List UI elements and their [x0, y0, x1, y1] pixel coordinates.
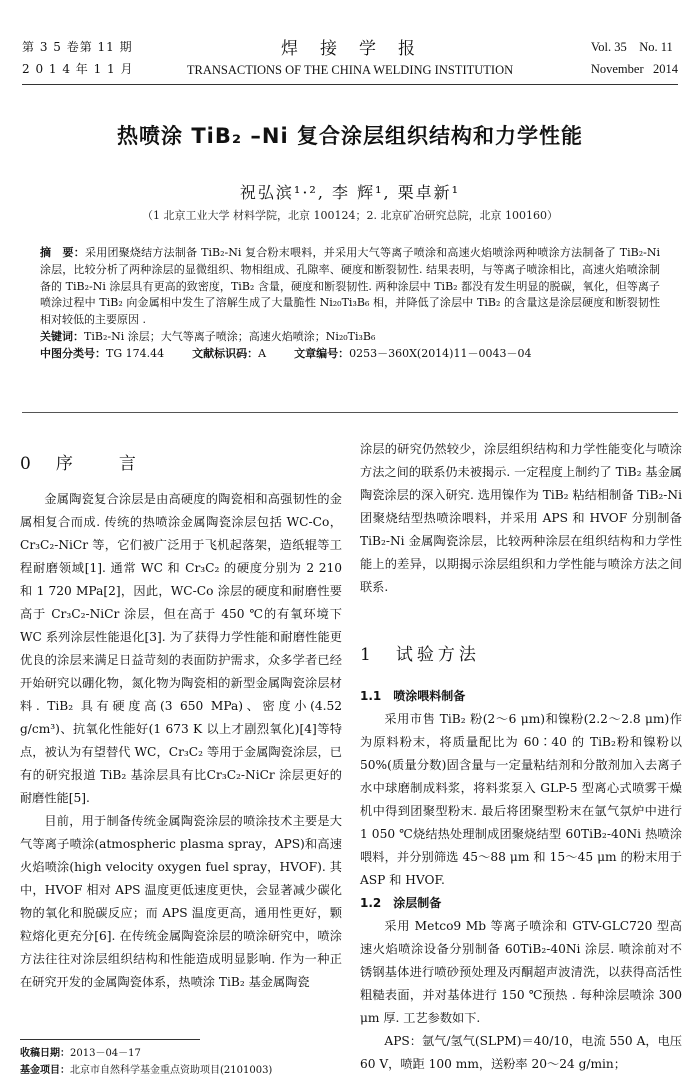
clc-number: TG 174.44: [106, 346, 165, 360]
subsection-1-2-heading: 1.2 涂层制备: [360, 896, 442, 910]
left-column: [20, 488, 342, 994]
affiliation: （1 北京工业大学 材料学院，北京 100124；2. 北京矿冶研究总院，北京 100160）: [142, 209, 558, 222]
keywords: [40, 329, 660, 346]
paper-title: 热喷涂 TiB₂ –Ni 复合涂层组织结构和力学性能: [117, 124, 583, 148]
classification-line: [40, 346, 660, 363]
intro-paragraph-1: 金属陶瓷复合涂层是由高硬度的陶瓷相和高强韧性的金属相复合而成. 传统的热喷涂金属陶瓷涂层包括 WC-Co，Cr₃C₂-NiCr 等，它们被广泛用于飞机起落架，造纸辊等工程耐磨领域[1]. 通常 WC 和 Cr₃C₂ 的硬度分别为 2 210 和 1 720 MPa[2]，因此，WC-Co 涂层的硬度和耐磨性要高于 Cr₃C₂-NiCr 涂层，但在高于 450 ℃的有氧环境下 WC 系列涂层性能退化[3]. 为了获得力学性能和耐磨性能更优良的涂层来满足日益苛刻的表面防护需求，众多学者已经开始研究以硼化物，氮化物为陶瓷相的新型金属陶瓷涂层材料. TiB₂ 具有硬度高(3 650 MPa)、密度小(4.52 g/cm³)、抗氧化性能好(1 673 K 以上才剧烈氧化)[4]等特点，被认为有望替代 WC，Cr₃C₂ 等用于金属陶瓷涂层，已有的研究报道 TiB₂ 基涂层具有比Cr₃C₂-NiCr 涂层更好的耐磨性能[5].: [20, 492, 342, 805]
footnote-divider: [20, 1039, 200, 1040]
date-en: November 2014: [590, 62, 678, 76]
subsection-1-1-heading: 1.1 喷涂喂料制备: [360, 689, 466, 703]
abstract: [40, 245, 660, 329]
doc-code-label: 文献标识码：: [192, 346, 259, 360]
subsection-1-1-text: 采用市售 TiB₂ 粉(2～6 μm)和镍粉(2.2～2.8 μm)作为原料粉末，将质量配比为 60∶40 的 TiB₂粉和镍粉以 50%(质量分数)固含量与一定量粘结剂和分散剂加入去离子水中球磨制成料浆，将料浆泵入 GLP-5 型离心式喷雾干燥机中得到团聚型粉末. 最后将团聚型粉末在氩气氛炉中进行 1 050 ℃烧结热处理制成团聚烧结型 60TiB₂-40Ni 热喷涂喂料，并分别筛选 45～88 μm 和 15～45 μm 的粉末用于 ASP 和 HVOF.: [360, 712, 682, 887]
date-cn: 2 0 1 4 年 1 1 月: [22, 62, 134, 76]
received-label: 收稿日期：: [20, 1048, 70, 1059]
abstract-label: 摘 要：: [40, 246, 85, 259]
clc-label: 中图分类号：: [40, 346, 106, 360]
received-date: 2013－04－17: [70, 1048, 141, 1059]
fund-label: 基金项目：: [20, 1065, 70, 1076]
right-column: [360, 438, 682, 599]
subsection-1-2-text: 采用 Metco9 Mb 等离子喷涂和 GTV-GLC720 型高速火焰喷涂设备分别制备 60TiB₂-40Ni 涂层. 喷涂前对不锈钢基体进行喷砂预处理及丙酮超声波清洗，以获得高活性粗糙表面，并对基体进行 150 ℃预热 . 每种涂层喷涂 300 μm 厚. 工艺参数如下.: [360, 919, 682, 1025]
header-divider: [22, 84, 678, 85]
doc-code: A: [258, 346, 267, 360]
section-1-heading: 1 试验方法: [360, 645, 480, 665]
article-number: 0253－360X(2014)11－0043－04: [349, 346, 532, 360]
abstract-block: [40, 245, 660, 363]
volume-en: Vol. 35 No. 11: [590, 40, 673, 54]
fund-text: 北京市自然科学基金重点资助项目(2101003): [70, 1065, 273, 1076]
section-0-heading: 0 序 言: [20, 454, 140, 474]
methods-column: [360, 685, 682, 1076]
keywords-text: TiB₂-Ni 涂层；大气等离子喷涂；高速火焰喷涂；Ni₂₀Ti₃B₆: [84, 329, 376, 343]
issue-info-en: [591, 36, 678, 80]
volume-cn: 第 3 5 卷第 11 期: [22, 40, 133, 54]
journal-title-cn: 焊接学报: [281, 39, 437, 59]
abstract-text: 采用团聚烧结方法制备 TiB₂-Ni 复合粉末喂料，并采用大气等离子喷涂和高速火焰喷涂两种喷涂方法制备了 TiB₂-Ni 涂层，比较分析了两种涂层的显微组织、物相组成、孔隙率、硬度和断裂韧性. 结果表明，与等离子喷涂相比，高速火焰喷涂制备的 TiB₂-Ni 涂层具有更高的致密度，TiB₂ 含量，硬度和断裂韧性. 两种涂层中 TiB₂ 都没有发生明显的脱碳，氧化，但等离子喷涂过程中 TiB₂ 向金属相中发生了溶解生成了大量脆性 Ni₂₀Ti₃B₆ 相，并降低了涂层中 TiB₂ 的含量这是涂层硬度和断裂韧性相对较低的主要原因 .: [40, 246, 660, 327]
intro-continuation: 涂层的研究仍然较少，涂层组织结构和力学性能变化与喷涂方法之间的联系仍未被揭示. 一定程度上制约了 TiB₂ 基金属陶瓷涂层的深入研究. 选用镍作为 TiB₂ 粘结相制备 TiB₂-Ni 团聚烧结型热喷涂喂料，并采用 APS 和 HVOF 分别制备 TiB₂-Ni 金属陶瓷涂层，比较两种涂层在组织结构和力学性能上的差异，以期揭示涂层组织和力学性能与喷涂方法之间联系.: [360, 442, 682, 594]
intro-paragraph-2: 目前，用于制备传统金属陶瓷涂层的喷涂技术主要是大气等离子喷涂(atmospheric plasma spray，APS)和高速火焰喷涂(high velocity oxygen fuel spray，HVOF). 其中，HVOF 相对 APS 温度更低速度更快，会显著减少碳化物的氧化和脱碳反应；而 APS 温度更高，通用性更好，颗粒熔化更充分[6]. 在传统金属陶瓷涂层的喷涂研究中，喷涂方法往往对涂层组织结构和性能造成明显影响. 作为一种正在研究开发的金属陶瓷体系，热喷涂 TiB₂ 基金属陶瓷: [20, 814, 342, 989]
article-number-label: 文章编号：: [294, 346, 350, 360]
keywords-label: 关键词：: [40, 329, 84, 343]
aps-parameters: APS：氩气/氢气(SLPM)＝40/10，电流 550 A，电压 60 V，喷距 100 mm，送粉率 20～24 g/min；: [360, 1034, 682, 1071]
abstract-divider: [22, 412, 678, 413]
author-list: 祝弘滨¹·², 李 辉¹, 栗卓新¹: [239, 183, 461, 202]
footnote: [20, 1045, 272, 1079]
journal-title-en: TRANSACTIONS OF THE CHINA WELDING INSTITUTION: [186, 63, 514, 77]
